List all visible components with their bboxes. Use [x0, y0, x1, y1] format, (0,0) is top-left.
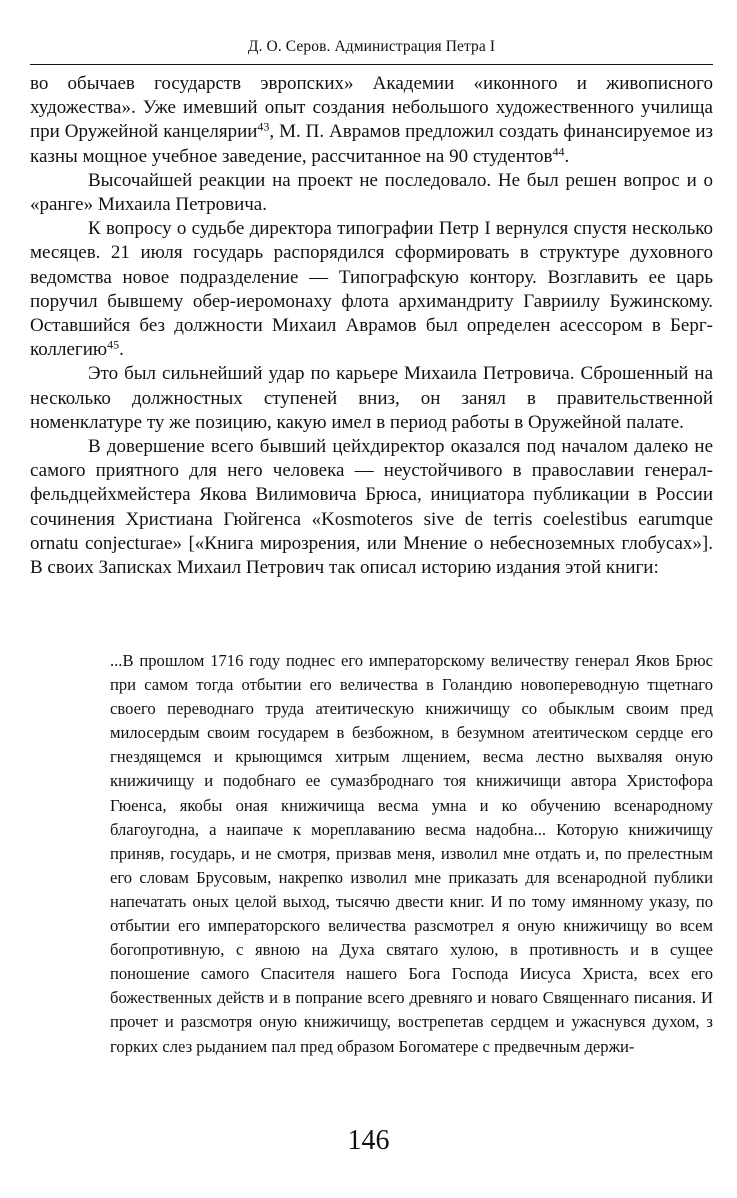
page-number: 146: [347, 1125, 390, 1156]
main-text: [30, 72, 713, 580]
paragraph-3: [30, 217, 713, 362]
block-quote: [110, 649, 713, 1059]
paragraph-1: [30, 72, 713, 169]
running-head: Д. О. Серов. Администрация Петра I: [247, 38, 496, 55]
paragraph-4: Это был сильнейший удар по карьере Михаила Петровича. Сброшенный на несколько должностных ступеней вниз, он занял в правительственной номенклатуре ту же позицию, какую имел в период работы в Оружейной палате.: [30, 363, 713, 433]
paragraph-2: Высочайшей реакции на проект не последовало. Не был решен вопрос и о «ранге» Михаила Петровича.: [30, 169, 713, 216]
paragraph-1-text-after: , М. П. Аврамов предложил создать финансируемое из казны мощное учебное заведение, рассчитанное на 90 студентов: [30, 121, 713, 167]
paragraph-3-tail: .: [119, 339, 124, 361]
header-rule: [30, 64, 713, 65]
paragraph-5: В довершение всего бывший цейхдиректор оказался под началом далеко не самого приятного для него человека — неустойчивого в православии генерал-фельдцейхмейстера Якова Вилимовича Брюса, инициатора публикации в России сочинения Христиана Гюйгенса «Kosmoteros sive de terris coelestibus earumque ornatu conjecturae» [«Книга мирозрения, или Мнение о небесноземных глобусах»]. В своих Записках Михаил Петрович так описал историю издания этой книги:: [30, 436, 713, 579]
quote-text: ...В прошлом 1716 году поднес его императорскому величеству генерал Яков Брюс при самом тогда отбытии его величества в Голандию новопереводную тщетнаго своего переводнаго труда атеитическую книжичищу со обыклым своим пред милосердым своим государем в безбожном, в безумном атеитическом сердце его гнездящемся и крыющимся хитрым лщением, весма лестно выхваляя оную книжичищу и подобнаго ее сумазброднаго тоя книжичищи автора Христофора Гюенса, якобы оная книжичища весма умна и ко обучению всенародному благоугодна, а наипаче к мореплаванию весма надобна... Которую книжичищу приняв, государь, и не смотря, призвав меня, изволил мне отдать и, по прелестным его словам Брусовым, накрепко изволил мне приказать для всенародной публики напечатать оных целой выход, тысячю двести книг. И по тому имянному указу, по отбытии его императорского величества разсмотрел я оную книжичищу во всем богопротивную, с явною на Духа святаго хулою, в противность и в сущее поношение самого Спасителя нашего Бога Господа Иисуса Христа, всех его божественных действ и в попрание всего древняго и новаго Священнаго писания. И прочет и разсмотря оную книжичищу, вострепетав сердцем и ужаснувся духом, з горких слез рыданием пал пред образом Богоматере с предвечным держи-: [110, 651, 713, 1056]
paragraph-1-text: во обычаев государств эвропских» Академии «иконного и живописного художества». Уже имевший опыт создания небольшого художественного училища при Оружейной канцелярии: [30, 73, 713, 143]
footnote-ref-43: 43: [257, 119, 270, 134]
paragraph-3-text: К вопросу о судьбе директора типографии Петр I вернулся спустя несколько месяцев. 21 июля государь распорядился сформировать в структуре духовного ведомства новое подразделение — Типографскую контору. Возглавить ее царь поручил бывшему обер-иеромонаху флота архимандриту Гавриилу Бужинскому. Оставшийся без должности Михаил Аврамов был определен асессором в Берг-коллегию: [30, 218, 713, 361]
paragraph-1-tail: .: [564, 145, 570, 167]
footnote-ref-44: 44: [552, 144, 565, 159]
footnote-ref-45: 45: [107, 337, 120, 352]
